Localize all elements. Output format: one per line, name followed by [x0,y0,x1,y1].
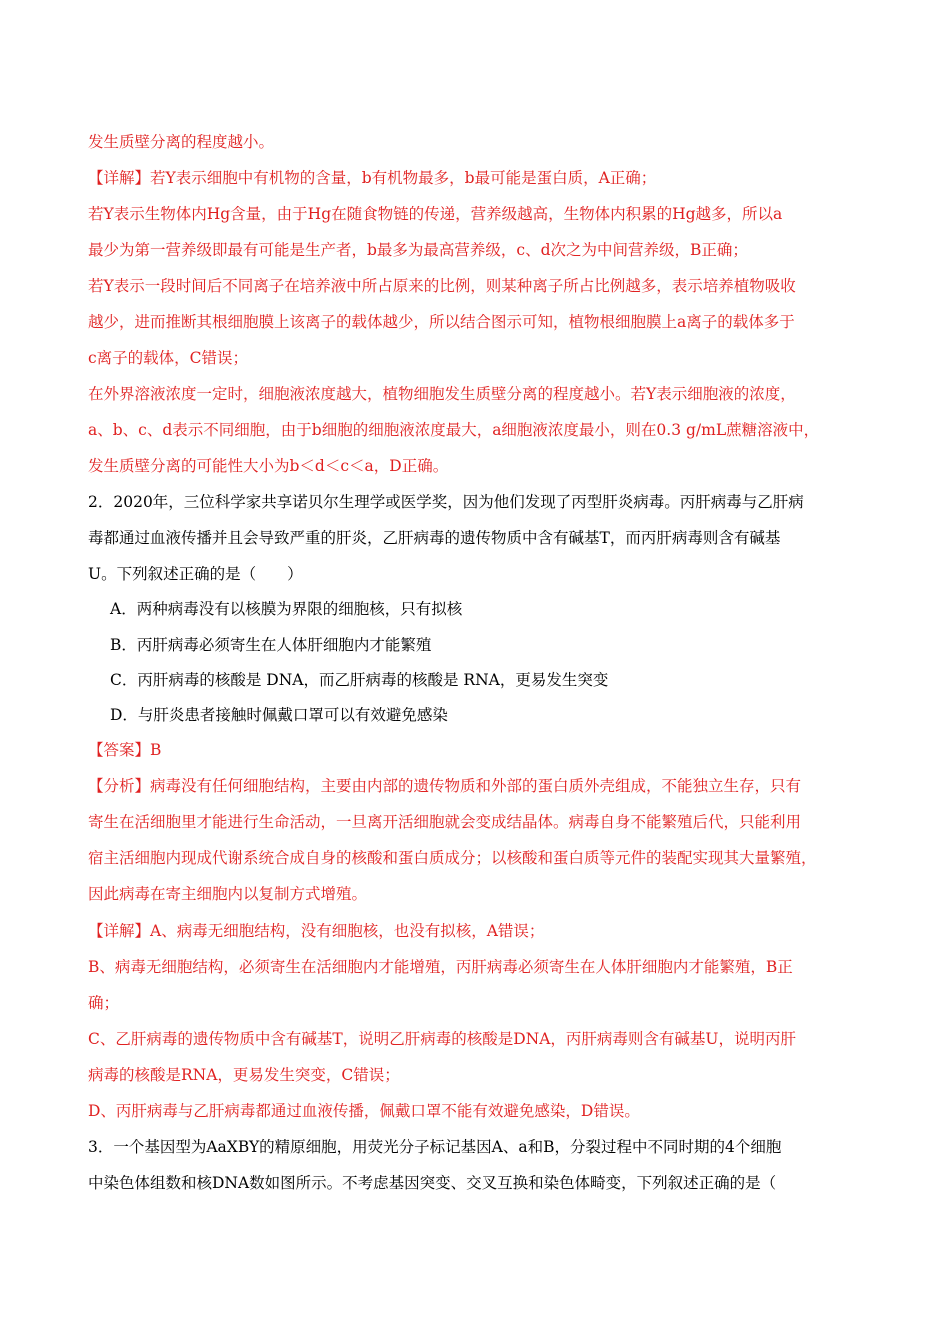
q1-text-line: 发生质壁分离的程度越小。 [88,133,275,151]
q1-detail-line: 最少为第一营养级即最有可能是生产者，b最多为最高营养级，c、d次之为中间营养级，B正确； [88,241,748,259]
q2-stem-line: U。下列叙述正确的是（ ） [88,565,303,583]
q2-answer: 【答案】B [88,741,162,759]
q2-stem-line: 2．2020年，三位科学家共享诺贝尔生理学或医学奖，因为他们发现了丙型肝炎病毒。丙肝病毒与乙肝病 [88,493,804,511]
q1-detail-line: 若Y表示一段时间后不同离子在培养液中所占原来的比例，则某种离子所占比例越多，表示培养植物吸收 [88,277,796,295]
q2-analysis-line: 因此病毒在寄主细胞内以复制方式增殖。 [88,885,368,903]
q2-option-c: C．丙肝病毒的核酸是 DNA，而乙肝病毒的核酸是 RNA，更易发生突变 [110,671,609,689]
q2-detail-line: 【详解】A、病毒无细胞结构，没有细胞核，也没有拟核，A错误； [88,922,545,940]
q2-detail-line: D、丙肝病毒与乙肝病毒都通过血液传播，佩戴口罩不能有效避免感染，D错误。 [88,1102,640,1120]
q2-analysis-line: 宿主活细胞内现成代谢系统合成自身的核酸和蛋白质成分；以核酸和蛋白质等元件的装配实现其大量繁殖， [88,849,817,867]
q1-detail-line: a、b、c、d表示不同细胞，由于b细胞的细胞液浓度最大，a细胞液浓度最小，则在0.3 g/mL蔗糖溶液中， [88,421,820,439]
q2-stem-line: 毒都通过血液传播并且会导致严重的肝炎，乙肝病毒的遗传物质中含有碱基T，而丙肝病毒则含有碱基 [88,529,781,547]
q2-option-d: D．与肝炎患者接触时佩戴口罩可以有效避免感染 [110,706,448,724]
q1-detail-line: 发生质壁分离的可能性大小为b＜d＜c＜a，D正确。 [88,457,449,475]
q3-stem-line: 中染色体组数和核DNA数如图所示。不考虑基因突变、交叉互换和染色体畸变，下列叙述正确的是（ [88,1174,777,1192]
q2-detail-line: C、乙肝病毒的遗传物质中含有碱基T，说明乙肝病毒的核酸是DNA，丙肝病毒则含有碱基U，说明丙肝 [88,1030,796,1048]
q1-detail-line: 越少，进而推断其根细胞膜上该离子的载体越少，所以结合图示可知，植物根细胞膜上a离子的载体多于 [88,313,795,331]
q1-detail-line: 【详解】若Y表示细胞中有机物的含量，b有机物最多，b最可能是蛋白质，A正确； [88,169,657,187]
q2-detail-line: 病毒的核酸是RNA，更易发生突变，C错误； [88,1066,400,1084]
q3-stem-line: 3．一个基因型为AaXBY的精原细胞，用荧光分子标记基因A、a和B，分裂过程中不同时期的4个细胞 [88,1138,782,1156]
q2-option-a: A．两种病毒没有以核膜为界限的细胞核，只有拟核 [110,600,463,618]
q2-analysis-line: 【分析】病毒没有任何细胞结构，主要由内部的遗传物质和外部的蛋白质外壳组成，不能独立生存，只有 [88,777,802,795]
q1-detail-line: 在外界溶液浓度一定时，细胞液浓度越大，植物细胞发生质壁分离的程度越小。若Y表示细胞液的浓度， [88,385,796,403]
q2-detail-line: 确； [88,994,120,1012]
q2-option-b: B．丙肝病毒必须寄生在人体肝细胞内才能繁殖 [110,636,432,654]
q2-analysis-line: 寄生在活细胞里才能进行生命活动，一旦离开活细胞就会变成结晶体。病毒自身不能繁殖后代，只能利用 [88,813,802,831]
q1-detail-line: c离子的载体，C错误； [88,349,249,367]
q1-detail-line: 若Y表示生物体内Hg含量，由于Hg在随食物链的传递，营养级越高，生物体内积累的Hg越多，所以a [88,205,783,223]
q2-detail-line: B、病毒无细胞结构，必须寄生在活细胞内才能增殖，丙肝病毒必须寄生在人体肝细胞内才能繁殖，B正 [88,958,793,976]
